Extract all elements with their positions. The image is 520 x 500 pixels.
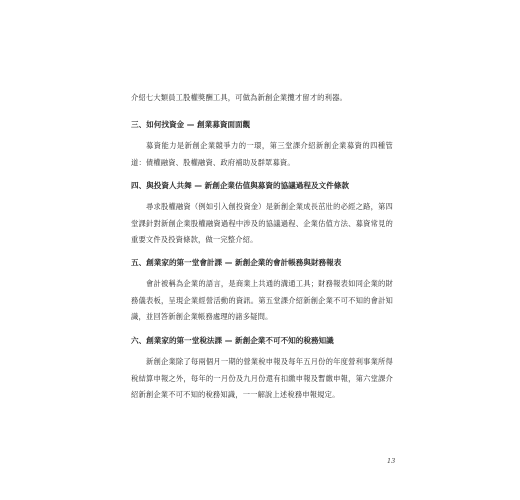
section-paragraph-6: 新創企業除了每兩個月一期的營業稅申報及每年五月份的年度營利事業所得稅結算申報之外，每年的一月份及九月份還有扣繳申報及暫繳申報，第六堂課介紹新創企業不可不知的稅務知識，一一解說上述稅務申報規定。 — [131, 357, 393, 399]
section-heading-4: 四、與投資人共舞 — 新創企業估值與募資的協議過程及文件條款 — [131, 181, 349, 190]
section-paragraph-3: 募資能力是新創企業競爭力的一環，第三堂課介紹新創企業募資的四種管道：債權融資、股權融資、政府補助及群眾募資。 — [131, 141, 393, 167]
section-paragraph-5: 會計被稱為企業的語言，是商業上共通的溝通工具；財務報表如同企業的財務儀表板，呈現企業經營活動的資訊。第五堂課介紹新創企業不可不知的會計知識，並回答新創企業帳務處理的諸多疑問。 — [131, 279, 393, 321]
section-heading-5: 五、創業家的第一堂會計課 — 新創企業的會計帳務與財務報表 — [131, 258, 342, 267]
section-paragraph-4: 尋求股權融資（例如引入創投資金）是新創企業成長茁壯的必經之路，第四堂課針對新創企業股權融資過程中涉及的協議過程、企業估值方法、募資常見的重要文件及投資條款，做一完整介紹。 — [131, 202, 393, 244]
page-number: 13 — [387, 457, 396, 465]
intro-paragraph: 介紹七大類員工股權獎酬工具，可做為新創企業攬才留才的利器。 — [131, 93, 347, 102]
section-heading-3: 三、如何找資金 — 創業募資面面觀 — [131, 120, 251, 129]
section-heading-6: 六、創業家的第一堂稅法課 — 新創企業不可不知的稅務知識 — [131, 336, 334, 345]
